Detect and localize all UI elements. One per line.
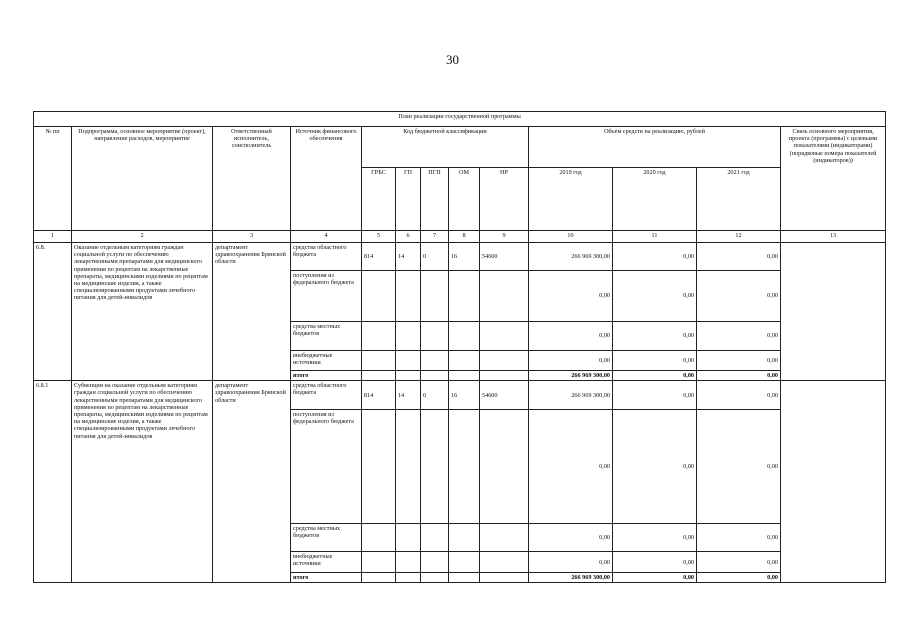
header-source: Источник финансового обеспечения xyxy=(291,127,362,231)
finance-source: средства местных бюджетов xyxy=(291,322,362,351)
amount-2020: 0,00 xyxy=(613,243,697,271)
empty-cell xyxy=(480,573,529,583)
empty-cell xyxy=(421,573,449,583)
empty-cell xyxy=(421,351,449,371)
amount-2021: 0,00 xyxy=(697,351,781,371)
empty-cell xyxy=(362,410,396,524)
amount-2020: 0,00 xyxy=(613,552,697,573)
empty-cell xyxy=(449,410,480,524)
empty-cell xyxy=(362,552,396,573)
empty-cell xyxy=(362,322,396,351)
empty-cell xyxy=(362,351,396,371)
empty-cell xyxy=(449,351,480,371)
executor: департамент здравоохранения Брянской области xyxy=(213,381,291,583)
amount-2019: 0,00 xyxy=(529,524,613,552)
pgp-code: 0 xyxy=(421,243,449,271)
table-row xyxy=(34,243,886,271)
header-2019: 2019 год xyxy=(529,168,613,231)
amount-2019: 266 969 300,00 xyxy=(529,371,613,381)
amount-2021: 0,00 xyxy=(697,410,781,524)
col-num: 6 xyxy=(396,231,421,243)
finance-source: средства областного бюджета xyxy=(291,243,362,271)
column-number-row xyxy=(34,231,886,243)
col-num: 13 xyxy=(781,231,886,243)
measure-name: Субвенции на оказание отдельным категориям граждан социальной услуги по обеспечению лекарственными препаратами для медицинского применения по рецептам на лекарственные препараты, медицинскими изделиями по рецептам на медицинские изделия, а также специализированными продуктами лечебного питания для детей-инвалидов xyxy=(72,381,213,583)
empty-cell xyxy=(421,524,449,552)
amount-2020: 0,00 xyxy=(613,573,697,583)
amount-2021: 0,00 xyxy=(697,573,781,583)
amount-2020: 0,00 xyxy=(613,322,697,351)
pgp-code: 0 xyxy=(421,381,449,410)
header-grbs: ГРБС xyxy=(362,168,396,231)
header-om: ОМ xyxy=(449,168,480,231)
executor: департамент здравоохранения Брянской области xyxy=(213,243,291,381)
empty-cell xyxy=(449,322,480,351)
table-title: План реализации государственной программы xyxy=(34,112,886,127)
row-number: 6.8.1 xyxy=(34,381,72,583)
finance-source: поступления из федерального бюджета xyxy=(291,271,362,322)
amount-2021: 0,00 xyxy=(697,322,781,351)
empty-cell xyxy=(480,410,529,524)
table-row xyxy=(34,381,886,410)
empty-cell xyxy=(449,573,480,583)
om-code: 16 xyxy=(449,243,480,271)
empty-cell xyxy=(449,524,480,552)
amount-2020: 0,00 xyxy=(613,524,697,552)
empty-cell xyxy=(449,552,480,573)
header-link: Связь основного мероприятия, проекта (программы) с целевыми показателями (индикаторами) (порядковые номера показателей (индикаторов)) xyxy=(781,127,886,231)
header-gp: ГП xyxy=(396,168,421,231)
amount-2019: 0,00 xyxy=(529,410,613,524)
gp-code: 14 xyxy=(396,243,421,271)
header-num: № пп xyxy=(34,127,72,231)
amount-2021: 0,00 xyxy=(697,552,781,573)
col-num: 4 xyxy=(291,231,362,243)
page-number: 30 xyxy=(446,52,459,67)
header-subprogram: Подпрограмма, основное мероприятие (проект), направление расходов, мероприятие xyxy=(72,127,213,231)
empty-cell xyxy=(421,271,449,322)
header-budget-code: Код бюджетной классификации xyxy=(362,127,529,168)
header-amount: Объём средств на реализацию, рублей xyxy=(529,127,781,168)
row-number: 6.8. xyxy=(34,243,72,381)
nr-code: 54600 xyxy=(480,243,529,271)
empty-cell xyxy=(449,271,480,322)
measure-name: Оказание отдельным категориям граждан социальной услуги по обеспечению лекарственными препаратами для медицинского применения по рецептам на лекарственные препараты, медицинскими изделиями по рецептам на медицинские изделия, а также специализированными продуктами лечебного питания для детей-инвалидов xyxy=(72,243,213,381)
empty-cell xyxy=(396,351,421,371)
col-num: 7 xyxy=(421,231,449,243)
table-title-row xyxy=(34,112,886,127)
empty-cell xyxy=(396,371,421,381)
col-num: 10 xyxy=(529,231,613,243)
empty-cell xyxy=(362,573,396,583)
empty-cell xyxy=(396,410,421,524)
grbs-code: 814 xyxy=(362,243,396,271)
implementation-plan-table xyxy=(33,111,886,583)
om-code: 16 xyxy=(449,381,480,410)
amount-2019: 266 969 300,00 xyxy=(529,381,613,410)
finance-source: внебюджетные источники xyxy=(291,552,362,573)
empty-cell xyxy=(396,524,421,552)
header-row xyxy=(34,127,886,168)
col-num: 8 xyxy=(449,231,480,243)
amount-2020: 0,00 xyxy=(613,271,697,322)
amount-2019: 266 969 300,00 xyxy=(529,243,613,271)
amount-2020: 0,00 xyxy=(613,351,697,371)
indicator-link xyxy=(781,243,886,381)
amount-2021: 0,00 xyxy=(697,381,781,410)
empty-cell xyxy=(421,322,449,351)
empty-cell xyxy=(362,271,396,322)
amount-2020: 0,00 xyxy=(613,381,697,410)
empty-cell xyxy=(421,371,449,381)
amount-2019: 266 969 300,00 xyxy=(529,573,613,583)
col-num: 3 xyxy=(213,231,291,243)
amount-2021: 0,00 xyxy=(697,271,781,322)
empty-cell xyxy=(480,552,529,573)
empty-cell xyxy=(396,271,421,322)
empty-cell xyxy=(449,371,480,381)
header-2020: 2020 год xyxy=(613,168,697,231)
amount-2019: 0,00 xyxy=(529,552,613,573)
indicator-link xyxy=(781,381,886,583)
header-2021: 2021 год xyxy=(697,168,781,231)
header-executor: Ответственный исполнитель, соисполнитель xyxy=(213,127,291,231)
header-pgp: ПГП xyxy=(421,168,449,231)
amount-2021: 0,00 xyxy=(697,243,781,271)
col-num: 5 xyxy=(362,231,396,243)
finance-source: итого xyxy=(291,371,362,381)
empty-cell xyxy=(480,322,529,351)
empty-cell xyxy=(480,371,529,381)
finance-source: средства местных бюджетов xyxy=(291,524,362,552)
amount-2021: 0,00 xyxy=(697,524,781,552)
empty-cell xyxy=(421,552,449,573)
finance-source: внебюджетные источники xyxy=(291,351,362,371)
empty-cell xyxy=(396,322,421,351)
amount-2020: 0,00 xyxy=(613,410,697,524)
empty-cell xyxy=(421,410,449,524)
finance-source: средства областного бюджета xyxy=(291,381,362,410)
amount-2019: 0,00 xyxy=(529,322,613,351)
empty-cell xyxy=(480,351,529,371)
empty-cell xyxy=(480,271,529,322)
col-num: 1 xyxy=(34,231,72,243)
amount-2020: 0,00 xyxy=(613,371,697,381)
header-nr: НР xyxy=(480,168,529,231)
empty-cell xyxy=(480,524,529,552)
amount-2021: 0,00 xyxy=(697,371,781,381)
empty-cell xyxy=(396,552,421,573)
empty-cell xyxy=(362,524,396,552)
empty-cell xyxy=(362,371,396,381)
col-num: 11 xyxy=(613,231,697,243)
amount-2019: 0,00 xyxy=(529,351,613,371)
finance-source: поступления из федерального бюджета xyxy=(291,410,362,524)
amount-2019: 0,00 xyxy=(529,271,613,322)
gp-code: 14 xyxy=(396,381,421,410)
grbs-code: 814 xyxy=(362,381,396,410)
finance-source: итого xyxy=(291,573,362,583)
col-num: 2 xyxy=(72,231,213,243)
empty-cell xyxy=(396,573,421,583)
col-num: 12 xyxy=(697,231,781,243)
nr-code: 54600 xyxy=(480,381,529,410)
col-num: 9 xyxy=(480,231,529,243)
